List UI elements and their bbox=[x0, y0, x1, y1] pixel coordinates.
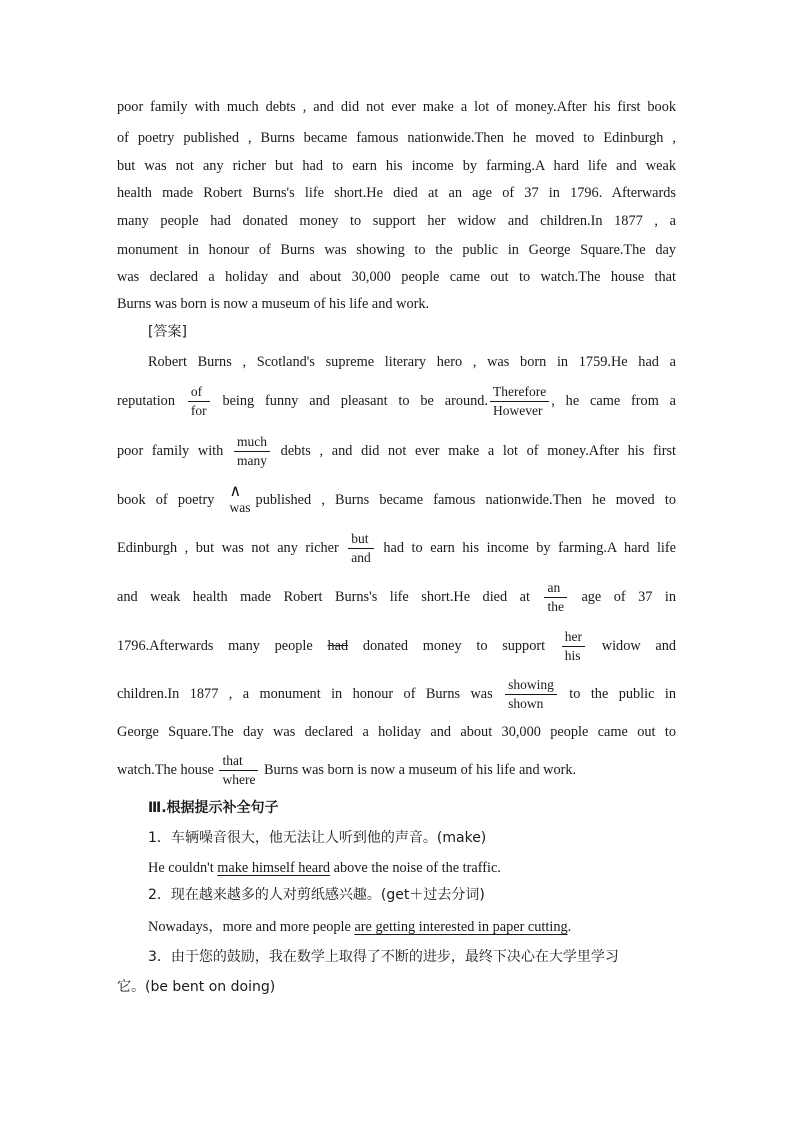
answer-text: book of poetry bbox=[117, 492, 215, 508]
insertion-mark bbox=[227, 482, 254, 517]
corrected-word: many bbox=[236, 453, 267, 469]
answer-text: donated money to support bbox=[362, 638, 546, 654]
passage-line: but was not any richer but had to earn his income by farming.A hard life and weak bbox=[117, 158, 676, 174]
answer-text: age of 37 in bbox=[581, 589, 677, 605]
original-word: but bbox=[348, 530, 374, 549]
correction-mark bbox=[188, 383, 210, 420]
correction-mark bbox=[490, 383, 549, 420]
passage-line: monument in honour of Burns was showing to the public in George Square.The day bbox=[117, 242, 676, 258]
answer-text: Burns was born is now a museum of his life and work. bbox=[264, 762, 577, 778]
answer-text: watch.The house bbox=[117, 762, 214, 778]
answer-text: to the public in bbox=[569, 686, 676, 702]
filled-answer: are getting interested in paper cutting bbox=[354, 919, 568, 935]
question-1-answer-line bbox=[148, 858, 676, 878]
answer-line-7 bbox=[117, 626, 676, 666]
answer-line-8 bbox=[117, 674, 676, 714]
correction-mark bbox=[544, 579, 567, 616]
filled-answer: make himself heard bbox=[217, 860, 331, 876]
passage-line: health made Robert Burns's life short.He died at an age of 37 in 1796. Afterwards bbox=[117, 185, 676, 201]
passage-line: Burns was born is now a museum of his life and work. bbox=[117, 296, 430, 312]
answer-line-9: George Square.The day was declared a holiday and about 30,000 people came out to bbox=[117, 724, 676, 740]
answer-line-10 bbox=[117, 750, 676, 790]
section-heading: Ⅲ.根据提示补全句子 bbox=[148, 800, 279, 816]
answer-line-6 bbox=[117, 577, 676, 617]
answer-text: children.In 1877 , a monument in honour of Burns was bbox=[117, 686, 493, 702]
original-word: an bbox=[544, 579, 567, 598]
question-1-prompt: 1．车辆噪音很大，他无法让人听到他的声音。(make) bbox=[148, 830, 487, 846]
corrected-word: for bbox=[190, 403, 207, 419]
answer-line-4 bbox=[117, 480, 676, 520]
original-word: much bbox=[234, 433, 270, 452]
corrected-word: his bbox=[564, 648, 581, 664]
answer-text: , he came from a bbox=[551, 393, 677, 409]
answer-line-3 bbox=[117, 431, 676, 471]
answer-text: poor family with bbox=[117, 443, 224, 459]
corrected-word: and bbox=[351, 550, 371, 566]
answer-line-2 bbox=[117, 381, 676, 421]
question-2-answer-line bbox=[148, 917, 676, 937]
caret-icon: ∧ bbox=[229, 482, 242, 500]
answer-text: had to earn his income by farming.A hard life bbox=[383, 540, 677, 556]
corrected-word: However bbox=[493, 403, 543, 419]
corrected-word: shown bbox=[508, 696, 544, 712]
correction-mark bbox=[219, 752, 258, 789]
answer-text: 1796.Afterwards many people bbox=[117, 638, 313, 654]
question-3-prompt-cont: 它。(be bent on doing) bbox=[117, 979, 276, 995]
answer-text: reputation bbox=[117, 393, 175, 409]
corrected-word: the bbox=[547, 599, 564, 615]
answer-text: debts , and did not ever make a lot of money.After his first bbox=[280, 443, 677, 459]
original-word: Therefore bbox=[490, 383, 549, 402]
passage-line: of poetry published , Burns became famous nationwide.Then he moved to Edinburgh , bbox=[117, 130, 676, 146]
answer-text: published , Burns became famous nationwide.Then he moved to bbox=[255, 492, 676, 508]
original-word: that bbox=[219, 752, 258, 771]
answer-label: [答案] bbox=[148, 324, 187, 340]
correction-mark bbox=[234, 433, 270, 470]
answer-text: Edinburgh , but was not any richer bbox=[117, 540, 339, 556]
passage-line: many people had donated money to support her widow and children.In 1877 , a bbox=[117, 213, 676, 229]
answer-text: being funny and pleasant to be around. bbox=[222, 393, 489, 409]
answer-text: widow and bbox=[601, 638, 677, 654]
answer-text: above the noise of the traffic. bbox=[330, 860, 501, 876]
passage-line: was declared a holiday and about 30,000 people came out to watch.The house that bbox=[117, 269, 676, 285]
original-word: her bbox=[562, 628, 585, 647]
inserted-word: was bbox=[229, 499, 251, 515]
correction-mark bbox=[562, 628, 585, 665]
corrected-word: where bbox=[222, 772, 256, 788]
answer-text: . bbox=[567, 919, 572, 935]
question-3-prompt: 3．由于您的鼓励，我在数学上取得了不断的进步，最终下决心在大学里学习 bbox=[148, 949, 619, 965]
deleted-word: had bbox=[327, 638, 349, 654]
answer-text: Nowadays，more and more people bbox=[148, 919, 355, 935]
correction-mark bbox=[348, 530, 374, 567]
question-2-prompt: 2．现在越来越多的人对剪纸感兴趣。(get＋过去分词) bbox=[148, 887, 485, 903]
answer-line-1: Robert Burns , Scotland's supreme literary hero , was born in 1759.He had a bbox=[148, 354, 676, 370]
original-word: of bbox=[188, 383, 210, 402]
answer-text: He couldn't bbox=[148, 860, 218, 876]
original-word: showing bbox=[505, 676, 557, 695]
passage-line: poor family with much debts , and did not ever make a lot of money.After his first book bbox=[117, 99, 676, 115]
answer-line-5 bbox=[117, 528, 676, 568]
correction-mark bbox=[505, 676, 557, 713]
answer-text: and weak health made Robert Burns's life short.He died at bbox=[117, 589, 530, 605]
